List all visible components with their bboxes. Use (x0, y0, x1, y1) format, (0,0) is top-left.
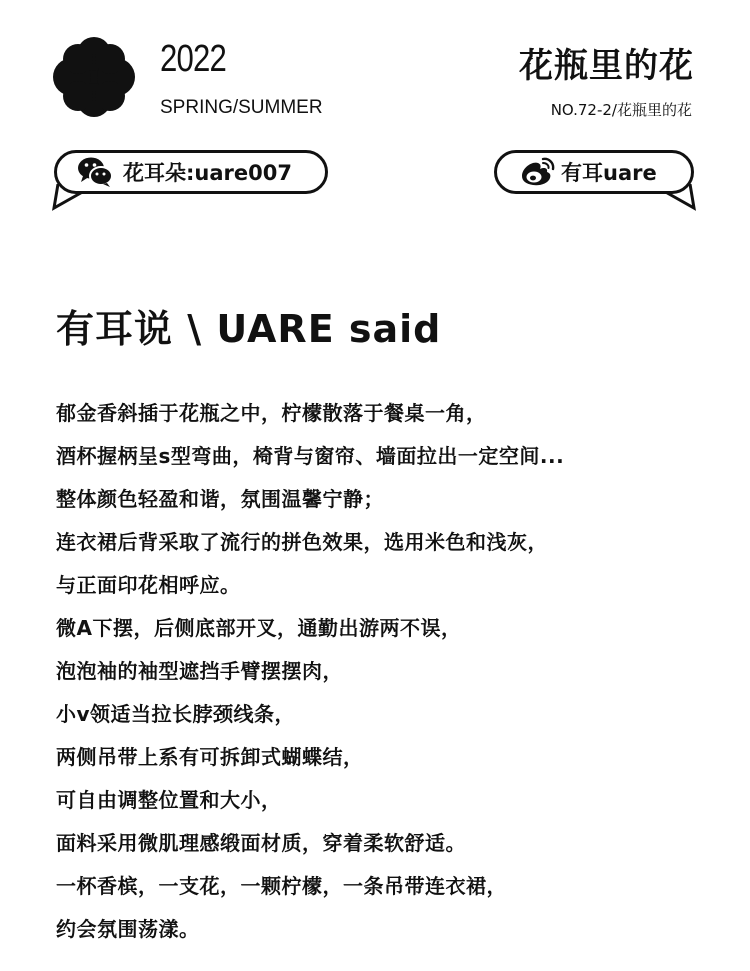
description-line: 可自由调整位置和大小， (56, 788, 282, 812)
collection-season: SPRING/SUMMER (160, 97, 323, 118)
weibo-contact[interactable] (494, 150, 694, 194)
description-line: 整体颜色轻盈和谐，氛围温馨宁静； (56, 487, 384, 511)
description-line: 两侧吊带上系有可拆卸式蝴蝶结， (56, 745, 364, 769)
description-line: 连衣裙后背采取了流行的拼色效果，选用米色和浅灰， (56, 530, 548, 554)
brand-logo (52, 36, 136, 118)
description-line: 约会氛围荡漾。 (56, 917, 200, 941)
collection-year: 2022 (160, 38, 227, 80)
wechat-contact[interactable] (54, 150, 328, 194)
wechat-icon (77, 156, 113, 188)
description-line: 小v领适当拉长脖颈线条， (56, 702, 296, 726)
product-title: 花瓶里的花 (519, 46, 694, 86)
description-line: 一杯香槟，一支花，一颗柠檬，一条吊带连衣裙， (56, 874, 507, 898)
description-line: 酒杯握柄呈s型弯曲，椅背与窗帘、墙面拉出一定空间... (56, 444, 565, 468)
description-text (56, 394, 716, 953)
weibo-handle: 有耳uare (561, 161, 657, 185)
product-code: NO.72-2/花瓶里的花 (550, 101, 692, 119)
description-line: 微A下摆，后侧底部开叉，通勤出游两不误， (56, 616, 462, 640)
description-line: 泡泡袖的袖型遮挡手臂摆摆肉， (56, 659, 343, 683)
weibo-icon (519, 157, 555, 187)
section-heading: 有耳说 \ UARE said (56, 307, 442, 351)
description-line: 郁金香斜插于花瓶之中，柠檬散落于餐桌一角， (56, 401, 487, 425)
wechat-handle: 花耳朵:uare007 (123, 161, 292, 185)
description-line: 面料采用微肌理感缎面材质，穿着柔软舒适。 (56, 831, 466, 855)
description-line: 与正面印花相呼应。 (56, 573, 241, 597)
